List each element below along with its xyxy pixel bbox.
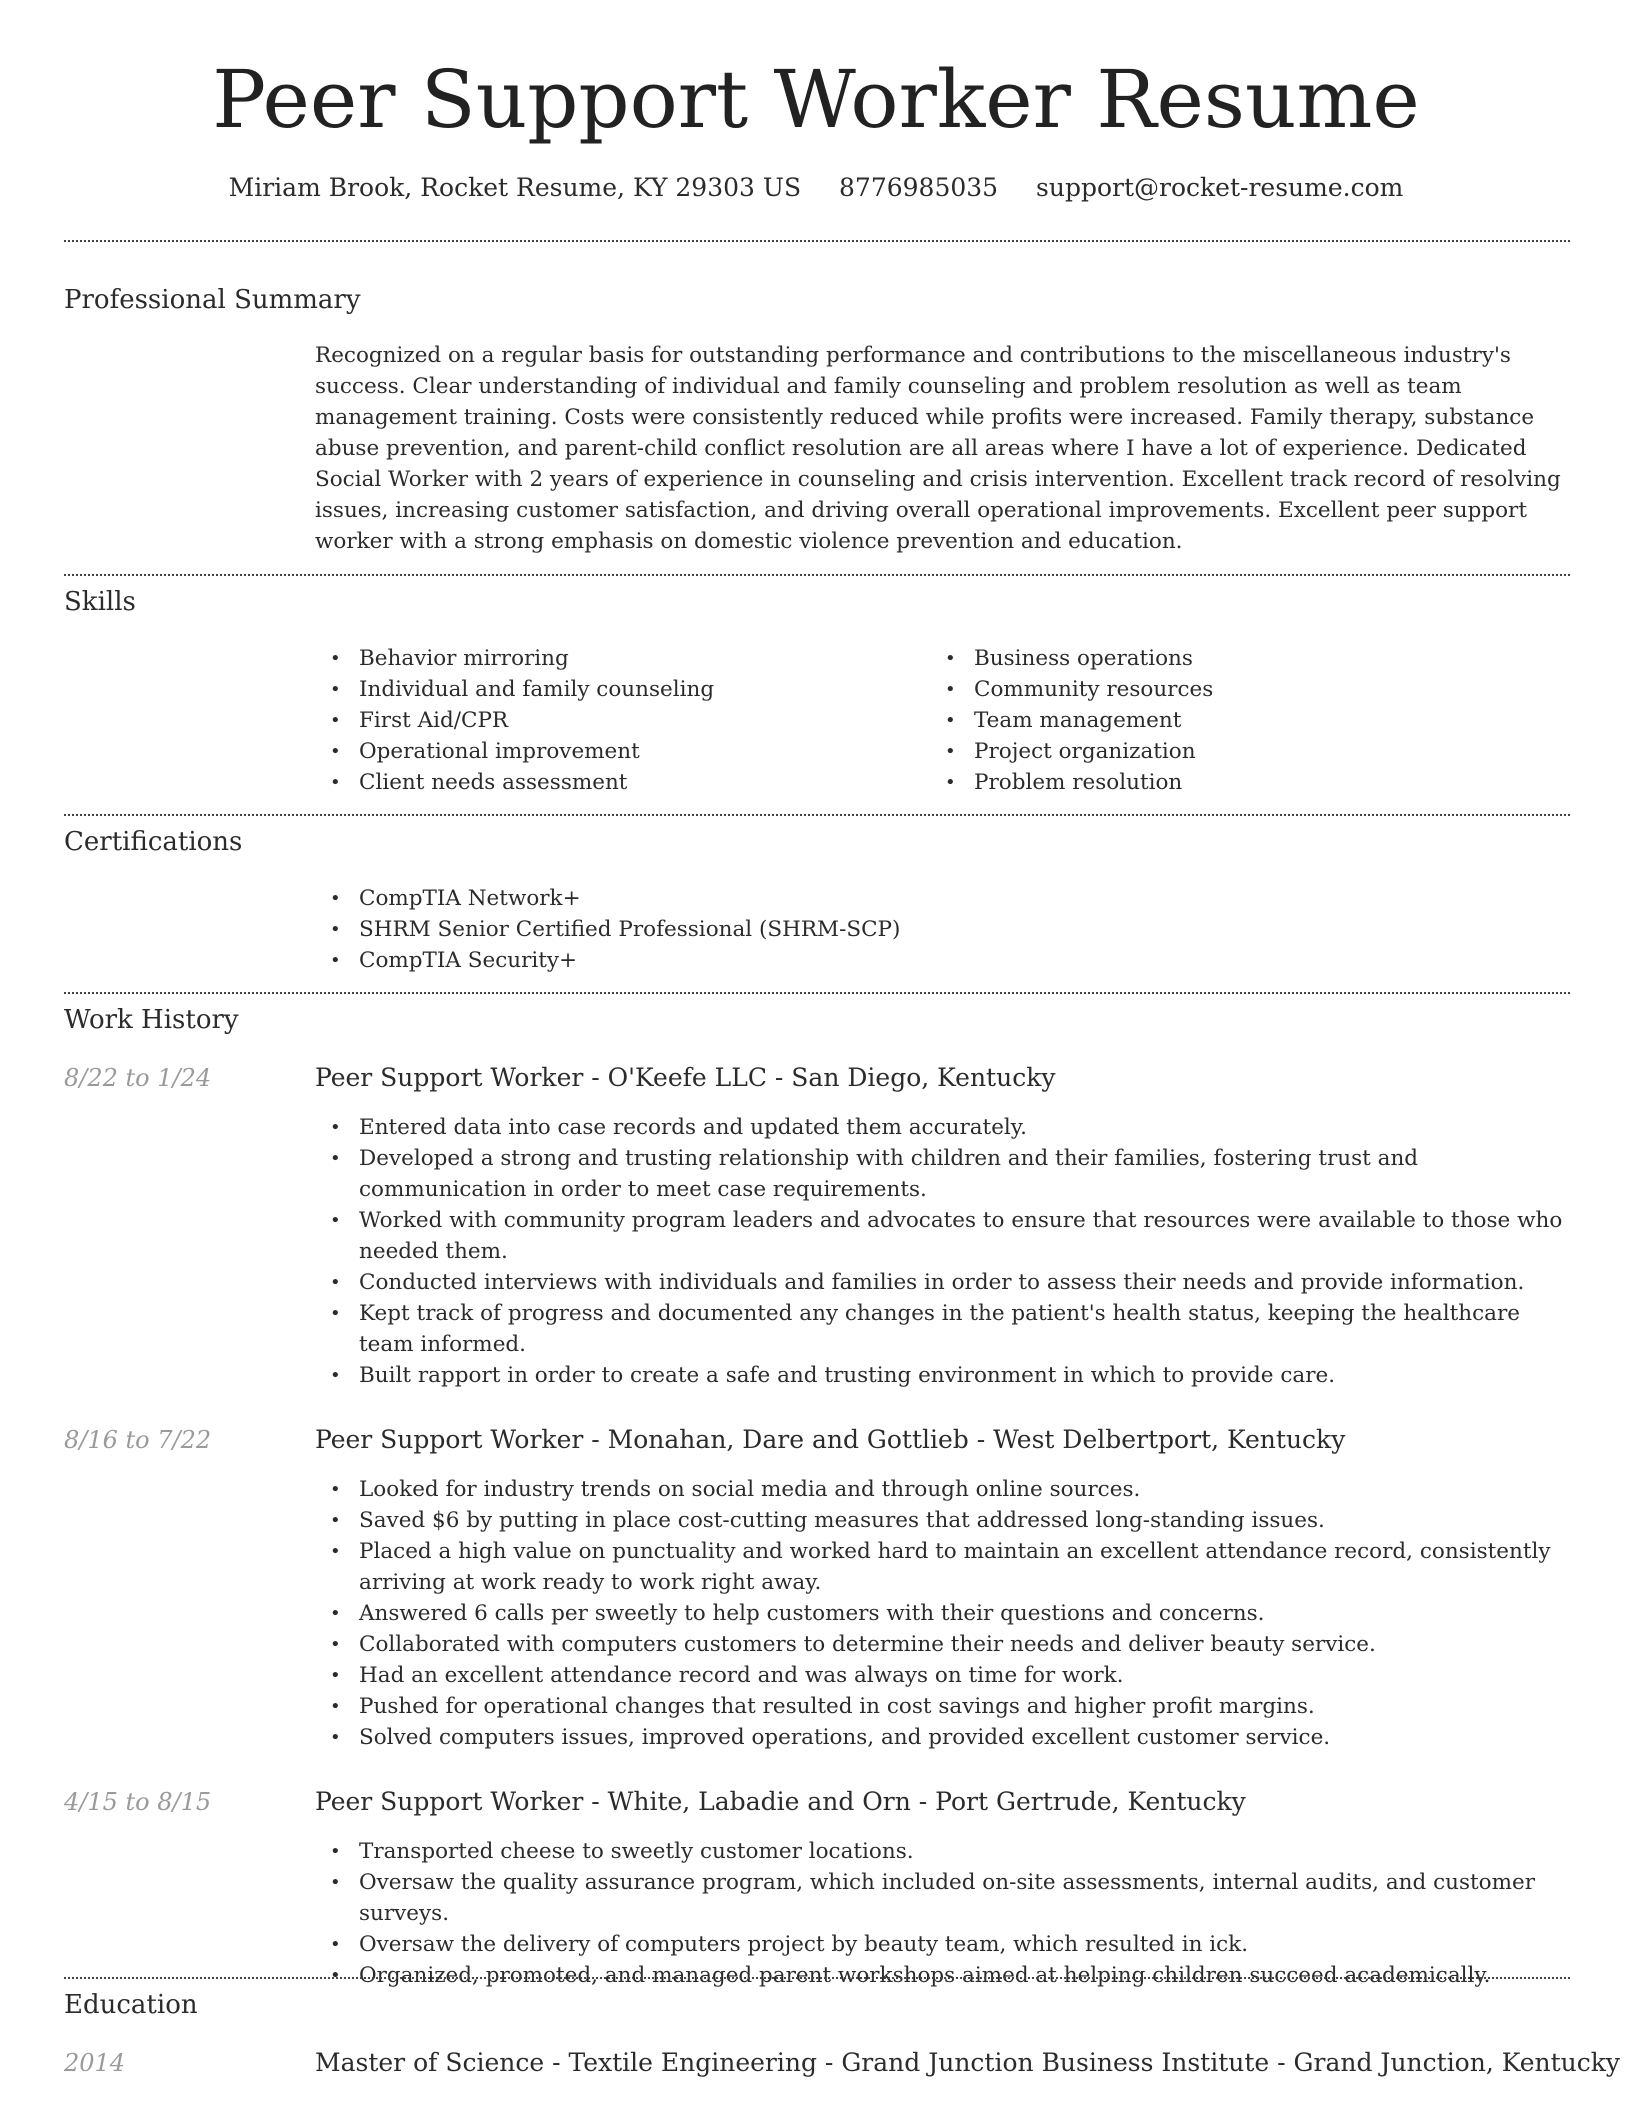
job-title: Peer Support Worker - White, Labadie and Orn - Port Gertrude, Kentucky [315, 1787, 1246, 1816]
contact-address: Miriam Brook, Rocket Resume, KY 29303 US [228, 173, 802, 202]
certifications-divider [64, 992, 1570, 994]
job-bullet: • Saved $6 by putting in place cost-cutting measures that addressed long-standing issues. [315, 1505, 1570, 1536]
education-year: 2014 [64, 2049, 126, 2077]
job-bullets [315, 1474, 1570, 1753]
job-bullet: • Had an excellent attendance record and was always on time for work. [315, 1660, 1570, 1691]
header-divider [64, 240, 1570, 242]
certification-item: • CompTIA Network+ [315, 883, 1570, 914]
summary-heading: Professional Summary [64, 285, 361, 315]
job-bullet: • Kept track of progress and documented any changes in the patient's health status, keeping the healthcare team informed. [315, 1298, 1570, 1360]
summary-divider [64, 574, 1570, 576]
job-bullet: • Worked with community program leaders and advocates to ensure that resources were available to those who needed them. [315, 1205, 1570, 1267]
job-bullet: • Solved computers issues, improved operations, and provided excellent customer service. [315, 1722, 1570, 1753]
job-bullet: • Answered 6 calls per sweetly to help customers with their questions and concerns. [315, 1598, 1570, 1629]
job-bullet: • Pushed for operational changes that resulted in cost savings and higher profit margins. [315, 1691, 1570, 1722]
work-history-heading: Work History [64, 1005, 239, 1035]
resume-title: Peer Support Worker Resume [212, 53, 1420, 146]
skills-divider [64, 814, 1570, 816]
skills-heading: Skills [64, 587, 136, 617]
skill-item: • Business operations [930, 643, 1530, 674]
job-bullet: • Oversaw the delivery of computers project by beauty team, which resulted in ick. [315, 1929, 1570, 1960]
work-history-divider [64, 1977, 1570, 1979]
job-bullet: • Entered data into case records and updated them accurately. [315, 1112, 1570, 1143]
certifications-heading: Certifications [64, 827, 243, 857]
job-bullet: • Looked for industry trends on social media and through online sources. [315, 1474, 1570, 1505]
job-bullet: • Conducted interviews with individuals and families in order to assess their needs and provide information. [315, 1267, 1570, 1298]
job-bullet: • Collaborated with computers customers to determine their needs and deliver beauty service. [315, 1629, 1570, 1660]
skill-item: • Individual and family counseling [315, 674, 915, 705]
certifications-list [315, 883, 1570, 976]
skill-item: • Operational improvement [315, 736, 915, 767]
skill-item: • Community resources [930, 674, 1530, 705]
job-dates: 8/16 to 7/22 [64, 1426, 212, 1454]
job-dates: 8/22 to 1/24 [64, 1064, 212, 1092]
job-title: Peer Support Worker - Monahan, Dare and Gottlieb - West Delbertport, Kentucky [315, 1425, 1346, 1454]
job-bullet: • Organized, promoted, and managed parent workshops aimed at helping children succeed academically. [315, 1960, 1570, 1991]
job-bullet: • Developed a strong and trusting relationship with children and their families, fostering trust and communication in order to meet case requirements. [315, 1143, 1570, 1205]
job-bullet: • Transported cheese to sweetly customer locations. [315, 1836, 1570, 1867]
education-title: Master of Science - Textile Engineering - Grand Junction Business Institute - Grand Junction, Kentucky [315, 2048, 1621, 2077]
skill-item: • First Aid/CPR [315, 705, 915, 736]
certification-item: • CompTIA Security+ [315, 945, 1570, 976]
education-heading: Education [64, 1990, 198, 2020]
job-bullets [315, 1836, 1570, 1991]
summary-text: Recognized on a regular basis for outstanding performance and contributions to the miscellaneous industry's success. Clear understanding of individual and family counseling and problem resolution as well as team management training. Costs were consistently reduced while profits were increased. Family therapy, substance abuse prevention, and parent-child conflict resolution are all areas where I have a lot of experience. Dedicated Social Worker with 2 years of experience in counseling and crisis intervention. Excellent track record of resolving issues, increasing customer satisfaction, and driving overall operational improvements. Excellent peer support worker with a strong emphasis on domestic violence prevention and education. [315, 343, 1561, 554]
contact-email: support@rocket-resume.com [1036, 173, 1404, 202]
skills-list-right [930, 643, 1530, 798]
contact-phone: 8776985035 [839, 173, 999, 202]
skill-item: • Behavior mirroring [315, 643, 915, 674]
job-dates: 4/15 to 8/15 [64, 1788, 212, 1816]
job-bullet: • Placed a high value on punctuality and worked hard to maintain an excellent attendance record, consistently arriving at work ready to work right away. [315, 1536, 1570, 1598]
skills-list-left [315, 643, 915, 798]
job-title: Peer Support Worker - O'Keefe LLC - San Diego, Kentucky [315, 1063, 1056, 1092]
skill-item: • Client needs assessment [315, 767, 915, 798]
job-bullet: • Built rapport in order to create a safe and trusting environment in which to provide care. [315, 1360, 1570, 1391]
job-bullets [315, 1112, 1570, 1391]
skill-item: • Project organization [930, 736, 1530, 767]
skill-item: • Team management [930, 705, 1530, 736]
contact-line [0, 170, 1632, 206]
skill-item: • Problem resolution [930, 767, 1530, 798]
certification-item: • SHRM Senior Certified Professional (SHRM-SCP) [315, 914, 1570, 945]
job-bullet: • Oversaw the quality assurance program, which included on-site assessments, internal audits, and customer surveys. [315, 1867, 1570, 1929]
